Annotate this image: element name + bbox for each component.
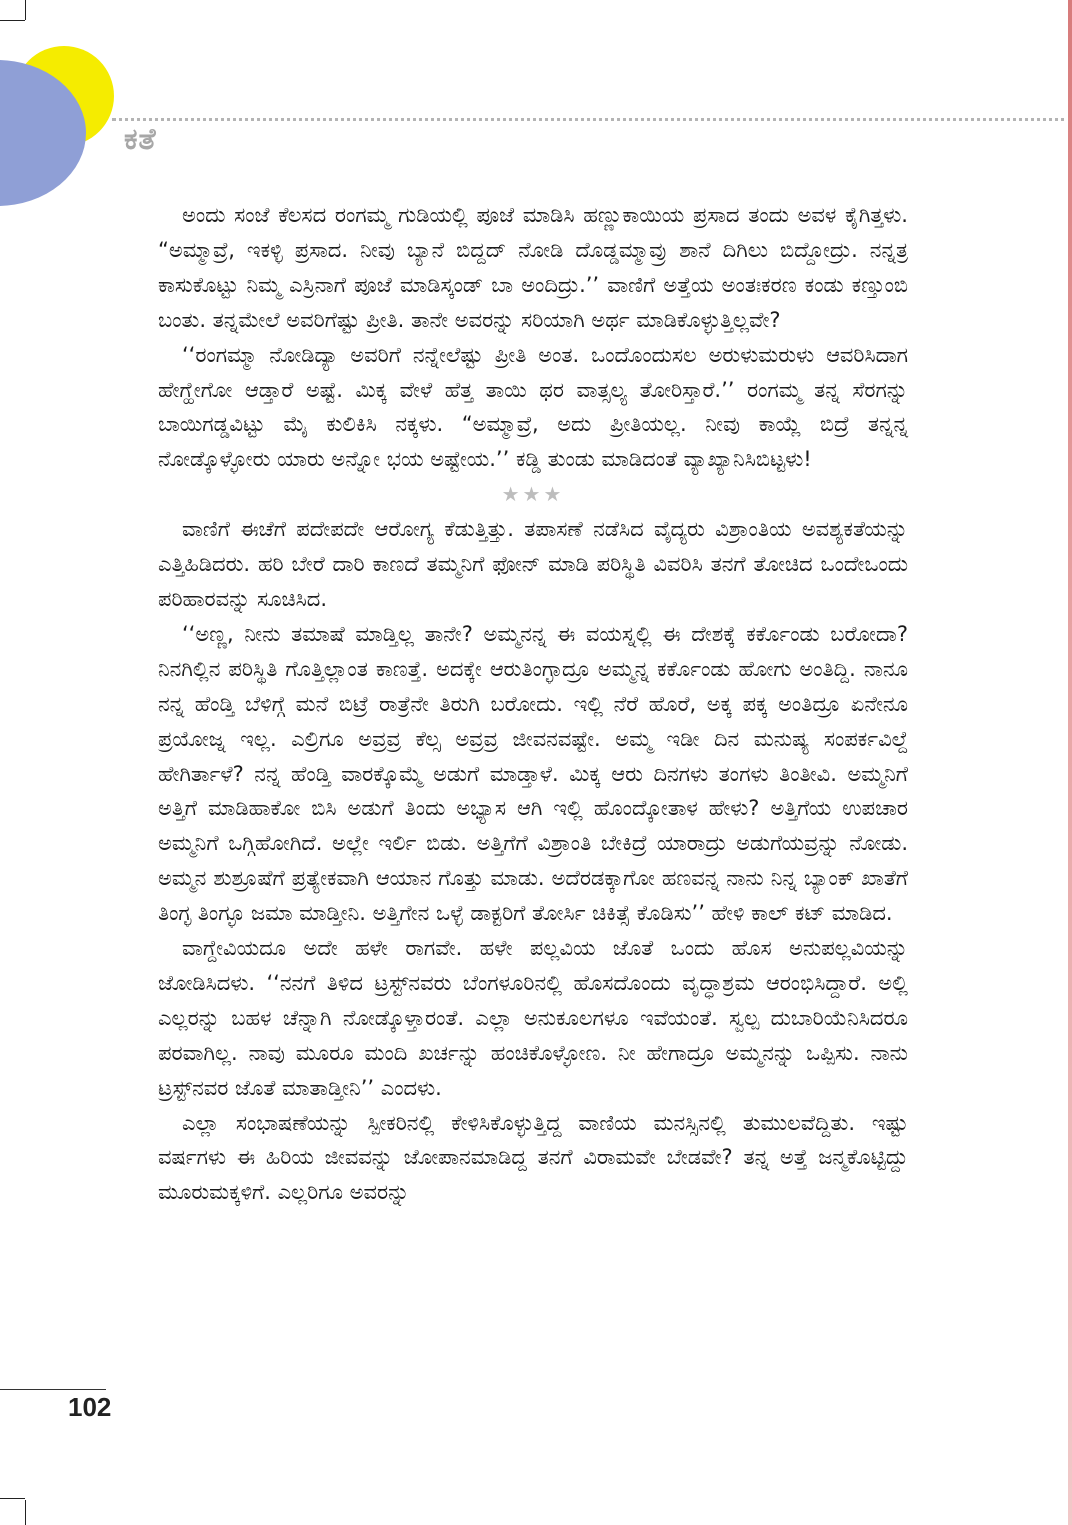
section-separator: ★★★ <box>501 482 565 507</box>
right-edge-color-strip <box>1068 0 1072 1525</box>
header-dotted-rule <box>112 118 1072 121</box>
crop-mark-bottom-left-horizontal <box>0 1498 25 1499</box>
page-number: 102 <box>68 1392 112 1422</box>
paragraph: ಅಂದು ಸಂಜೆ ಕೆಲಸದ ರಂಗಮ್ಮ ಗುಡಿಯಲ್ಲಿ ಪೂಜೆ ಮಾಡಿಸಿ ಹಣ್ಣುಕಾಯಿಯ ಪ್ರಸಾದ ತಂದು ಅವಳ ಕೈಗಿತ್ತಳು. “ಅಮ್ಮಾವ್ರೆ, ಇಕಳ್ಳಿ ಪ್ರಸಾದ. ನೀವು ಬ್ಯಾನೆ ಬಿದ್ದದ್ ನೋಡಿ ದೊಡ್ಡಮ್ಮಾವ್ರು ಶಾನೆ ದಿಗಿಲು ಬಿದ್ದೋದ್ರು. ನನ್ನತ್ರ ಕಾಸುಕೊಟ್ಟು ನಿಮ್ಮ ಎಸ್ರಿನಾಗೆ ಪೂಜೆ ಮಾಡಿಸ್ಕಂಡ್ ಬಾ ಅಂದಿದ್ರು.’’ ವಾಣಿಗೆ ಅತ್ತೆಯ ಅಂತಃಕರಣ ಕಂಡು ಕಣ್ತುಂಬಿ ಬಂತು. ತನ್ನಮೇಲೆ ಅವರಿಗೆಷ್ಟು ಪ್ರೀತಿ. ತಾನೇ ಅವರನ್ನು ಸರಿಯಾಗಿ ಅರ್ಥ ಮಾಡಿಕೊಳ್ಳುತ್ತಿಲ್ಲವೇ? <box>158 203 908 332</box>
paragraph: ವಾಗ್ದೇವಿಯದೂ ಅದೇ ಹಳೇ ರಾಗವೇ. ಹಳೇ ಪಲ್ಲವಿಯ ಜೊತೆ ಒಂದು ಹೊಸ ಅನುಪಲ್ಲವಿಯನ್ನು ಜೋಡಿಸಿದಳು. ‘‘ನನಗೆ ತಿಳಿದ ಟ್ರಸ್ಟ್‌ನವರು ಬೆಂಗಳೂರಿನಲ್ಲಿ ಹೊಸದೊಂದು ವೃದ್ಧಾಶ್ರಮ ಆರಂಭಿಸಿದ್ದಾರೆ. ಅಲ್ಲಿ ಎಲ್ಲರನ್ನು ಬಹಳ ಚೆನ್ನಾಗಿ ನೋಡ್ಕೊಳ್ತಾರಂತೆ. ಎಲ್ಲಾ ಅನುಕೂಲಗಳೂ ಇವೆಯಂತೆ. ಸ್ವಲ್ಪ ದುಬಾರಿಯೆನಿಸಿದರೂ ಪರವಾಗಿಲ್ಲ. ನಾವು ಮೂರೂ ಮಂದಿ ಖರ್ಚನ್ನು ಹಂಚಿಕೊಳ್ಳೋಣ. ನೀ ಹೇಗಾದ್ರೂ ಅಮ್ಮನನ್ನು ಒಪ್ಪಿಸು. ನಾನು ಟ್ರಸ್ಟ್‌ನವರ ಜೊತೆ ಮಾತಾಡ್ತೀನಿ’’ ಎಂದಳು. <box>158 936 908 1100</box>
paragraph: ‘‘ರಂಗಮ್ಮಾ ನೋಡಿದ್ಯಾ ಅವರಿಗೆ ನನ್ನೇಲೆಷ್ಟು ಪ್ರೀತಿ ಅಂತ. ಒಂದೊಂದುಸಲ ಅರುಳುಮರುಳು ಆವರಿಸಿದಾಗ ಹೇಗ್ಹೇಗೋ ಆಡ್ತಾರೆ ಅಷ್ಟೆ. ಮಿಕ್ಕ ವೇಳೆ ಹೆತ್ತ ತಾಯಿ ಥರ ವಾತ್ಸಲ್ಯ ತೋರಿಸ್ತಾರೆ.’’ ರಂಗಮ್ಮ ತನ್ನ ಸೆರಗನ್ನು ಬಾಯಿಗಡ್ಡವಿಟ್ಟು ಮೈ ಕುಲಿಕಿಸಿ ನಕ್ಕಳು. “ಅಮ್ಮಾವ್ರೆ, ಅದು ಪ್ರೀತಿಯಲ್ಲ. ನೀವು ಕಾಯ್ಲೆ ಬಿದ್ರೆ ತನ್ನನ್ನ ನೋಡ್ಕೊಳ್ಳೋರು ಯಾರು ಅನ್ನೋ ಭಯ ಅಷ್ಟೇಯ.’’ ಕಡ್ಡಿ ತುಂಡು ಮಾಡಿದಂತೆ ವ್ಯಾಖ್ಯಾನಿಸಿಬಿಟ್ಟಳು! <box>158 342 908 472</box>
crop-mark-bottom-left-vertical <box>25 1500 26 1525</box>
section-title: ಕತೆ <box>124 122 157 157</box>
story-body <box>158 198 908 1210</box>
paragraph: ಎಲ್ಲಾ ಸಂಭಾಷಣೆಯನ್ನು ಸ್ಪೀಕರಿನಲ್ಲಿ ಕೇಳಿಸಿಕೊಳ್ಳುತ್ತಿದ್ದ ವಾಣಿಯ ಮನಸ್ಸಿನಲ್ಲಿ ತುಮುಲವೆದ್ದಿತು. ಇಷ್ಟು ವರ್ಷಗಳು ಈ ಹಿರಿಯ ಜೀವವನ್ನು ಜೋಪಾನಮಾಡಿದ್ದ ತನಗೆ ವಿರಾಮವೇ ಬೇಡವೇ? ತನ್ನ ಅತ್ತೆ ಜನ್ಮಕೊಟ್ಟಿದ್ದು ಮೂರುಮಕ್ಕಳಿಗೆ. ಎಲ್ಲರಿಗೂ ಅವರನ್ನು <box>158 1110 908 1205</box>
crop-mark-top-left-horizontal <box>0 20 25 21</box>
paragraph: ವಾಣಿಗೆ ಈಚೆಗೆ ಪದೇಪದೇ ಆರೋಗ್ಯ ಕೆಡುತ್ತಿತ್ತು. ತಪಾಸಣೆ ನಡೆಸಿದ ವೈದ್ಯರು ವಿಶ್ರಾಂತಿಯ ಅವಶ್ಯಕತೆಯನ್ನು ಎತ್ತಿಹಿಡಿದರು. ಹರಿ ಬೇರೆ ದಾರಿ ಕಾಣದೆ ತಮ್ಮನಿಗೆ ಫೋನ್ ಮಾಡಿ ಪರಿಸ್ಥಿತಿ ವಿವರಿಸಿ ತನಗೆ ತೋಚಿದ ಒಂದೇಒಂದು ಪರಿಹಾರವನ್ನು ಸೂಚಿಸಿದ. <box>158 517 908 611</box>
paragraph: ‘‘ಅಣ್ಣ, ನೀನು ತಮಾಷೆ ಮಾಡ್ತಿಲ್ಲ ತಾನೇ? ಅಮ್ಮನನ್ನ ಈ ವಯಸ್ನಲ್ಲಿ ಈ ದೇಶಕ್ಕೆ ಕರ್ಕೊಂಡು ಬರೋದಾ? ನಿನಗಿಲ್ಲಿನ ಪರಿಸ್ಥಿತಿ ಗೊತ್ತಿಲ್ಲಾಂತ ಕಾಣತ್ತೆ. ಅದಕ್ಕೇ ಆರುತಿಂಗ್ಳಾದ್ರೂ ಅಮ್ಮನ್ನ ಕರ್ಕೊಂಡು ಹೋಗು ಅಂತಿದ್ದಿ. ನಾನೂ ನನ್ನ ಹೆಂಡ್ತಿ ಬೆಳಿಗ್ಗೆ ಮನೆ ಬಿಟ್ರೆ ರಾತ್ರೆನೇ ತಿರುಗಿ ಬರೋದು. ಇಲ್ಲಿ ನೆರೆ ಹೊರೆ, ಅಕ್ಕ ಪಕ್ಕ ಅಂತಿದ್ರೂ ಏನೇನೂ ಪ್ರಯೋಜ್ನ ಇಲ್ಲ. ಎಲ್ರಿಗೂ ಅವ್ರವ್ರ ಕೆಲ್ಸ ಅವ್ರವ್ರ ಜೀವನವಷ್ಟೇ. ಅಮ್ಮ ಇಡೀ ದಿನ ಮನುಷ್ಯ ಸಂಪರ್ಕವಿಲ್ದೆ ಹೇಗಿರ್ತಾಳೆ? ನನ್ನ ಹೆಂಡ್ತಿ ವಾರಕ್ಕೊಮ್ಮೆ ಅಡುಗೆ ಮಾಡ್ತಾಳೆ. ಮಿಕ್ಕ ಆರು ದಿನಗಳು ತಂಗಳು ತಿಂತೀವಿ. ಅಮ್ಮನಿಗೆ ಅತ್ತಿಗೆ ಮಾಡಿಹಾಕೋ ಬಿಸಿ ಅಡುಗೆ ತಿಂದು ಅಭ್ಯಾಸ ಆಗಿ ಇಲ್ಲಿ ಹೊಂದ್ಕೋತಾಳ ಹೇಳು? ಅತ್ತಿಗೆಯ ಉಪಚಾರ ಅಮ್ಮನಿಗೆ ಒಗ್ಗಿಹೋಗಿದೆ. ಅಲ್ಲೇ ಇರ್ಲಿ ಬಿಡು. ಅತ್ತಿಗೆಗೆ ವಿಶ್ರಾಂತಿ ಬೇಕಿದ್ರೆ ಯಾರಾದ್ರು ಅಡುಗೆಯವ್ರನ್ನು ನೋಡು. ಅಮ್ಮನ ಶುಶ್ರೂಷೆಗೆ ಪ್ರತ್ಯೇಕವಾಗಿ ಆಯಾನ ಗೊತ್ತು ಮಾಡು. ಅದೆರಡಕ್ಕಾಗೋ ಹಣವನ್ನ ನಾನು ನಿನ್ನ ಬ್ಯಾಂಕ್ ಖಾತೆಗೆ ತಿಂಗ್ಳ ತಿಂಗ್ಳೂ ಜಮಾ ಮಾಡ್ತೀನಿ. ಅತ್ತಿಗೇನ ಒಳ್ಳೆ ಡಾಕ್ಟರಿಗೆ ತೋರ್ಸಿ ಚಿಕಿತ್ಸೆ ಕೊಡಿಸು’’ ಹೇಳಿ ಕಾಲ್ ಕಟ್ ಮಾಡಿದ. <box>158 621 908 926</box>
crop-mark-top-left-vertical <box>25 0 26 20</box>
page-number-rule <box>0 1389 106 1390</box>
